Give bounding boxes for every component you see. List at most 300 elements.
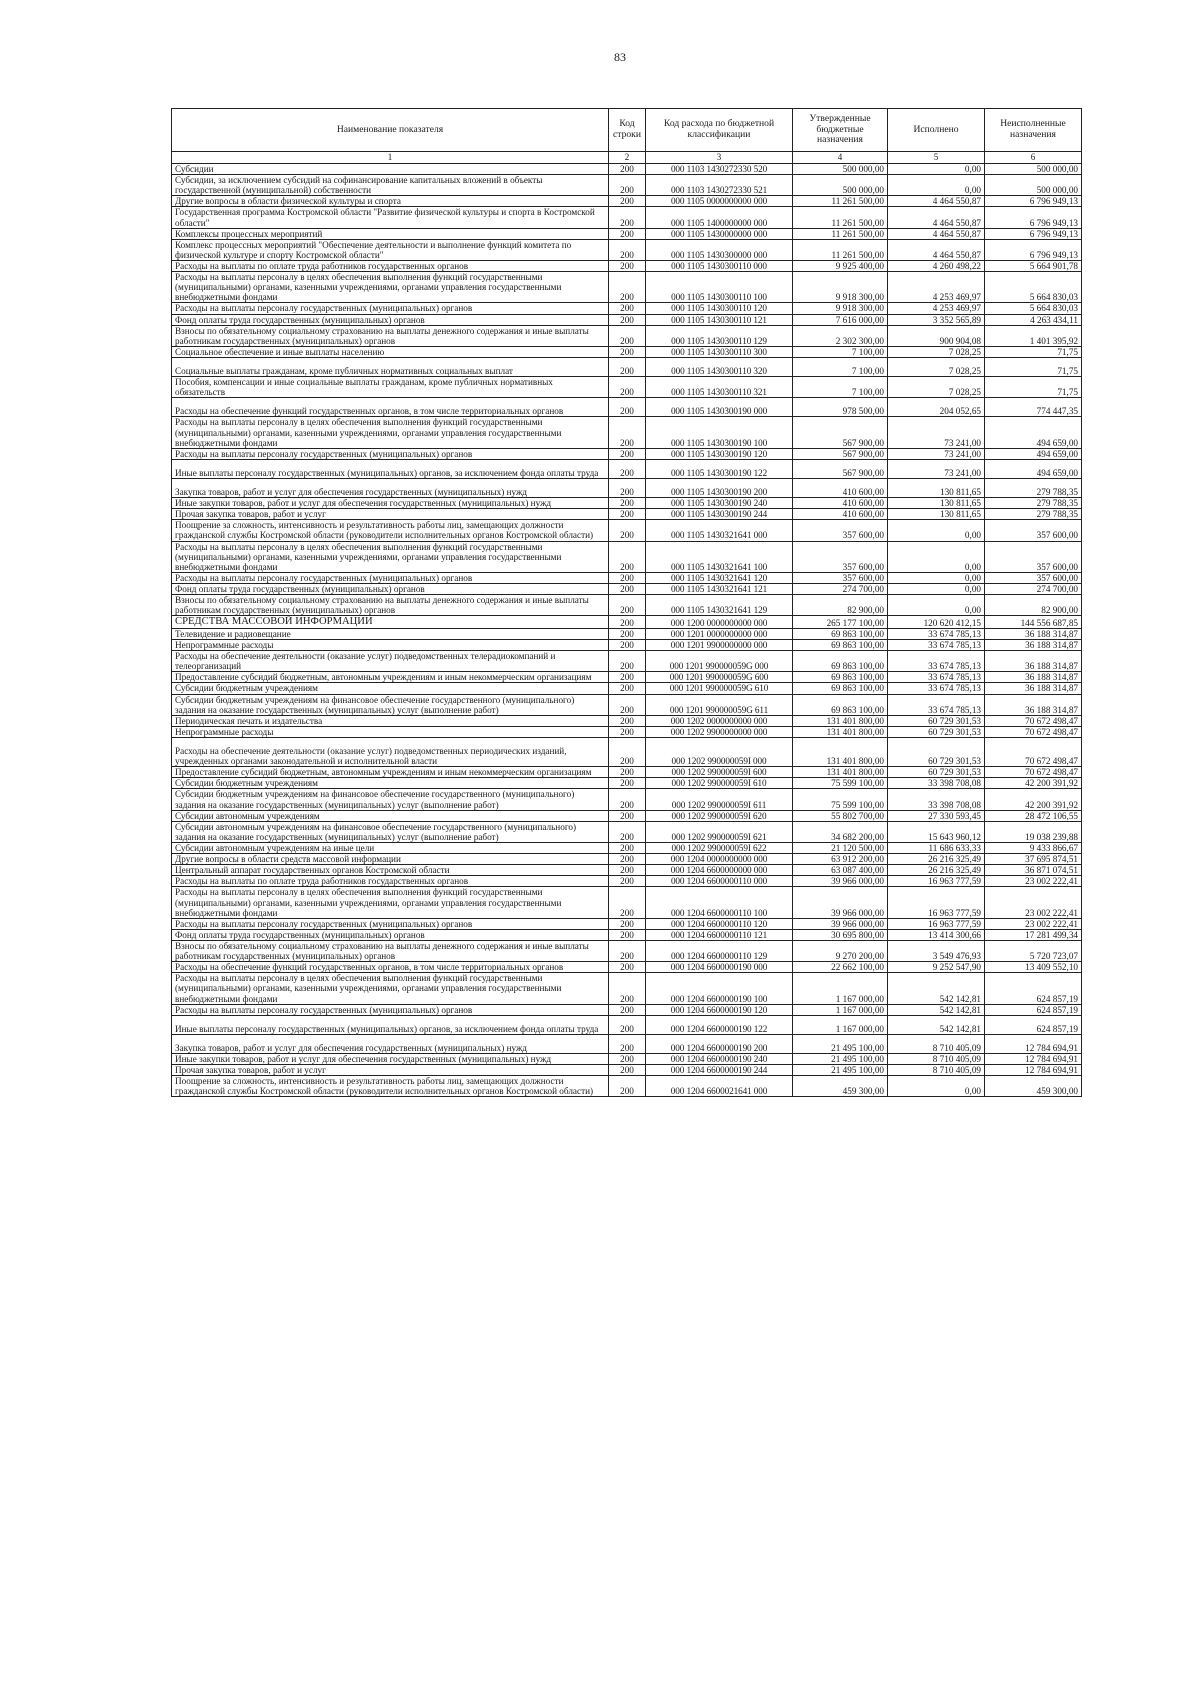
table-row (172, 715, 1082, 726)
table-row (172, 1015, 1082, 1034)
row-line-code: 200 (609, 346, 646, 357)
row-kbk-code: 000 1201 990000059G 000 (646, 651, 793, 672)
row-executed-amount: 33 674 785,13 (888, 628, 985, 639)
row-line-code: 200 (609, 973, 646, 1004)
row-unexecuted-amount: 23 002 222,41 (985, 918, 1082, 929)
row-line-code: 200 (609, 651, 646, 672)
row-unexecuted-amount: 12 784 694,91 (985, 1034, 1082, 1053)
row-approved-amount: 274 700,00 (793, 583, 888, 594)
row-unexecuted-amount: 36 188 314,87 (985, 683, 1082, 694)
row-unexecuted-amount: 70 672 498,47 (985, 767, 1082, 778)
table-row (172, 239, 1082, 260)
row-approved-amount: 82 900,00 (793, 595, 888, 616)
row-unexecuted-amount: 36 188 314,87 (985, 640, 1082, 651)
row-kbk-code: 000 1105 1430321641 100 (646, 541, 793, 572)
row-line-code: 200 (609, 207, 646, 228)
row-kbk-code: 000 1204 6600000190 000 (646, 962, 793, 973)
row-unexecuted-amount: 1 401 395,92 (985, 325, 1082, 346)
row-name: Комплекс процессных мероприятий "Обеспечение деятельности и выполнение функций комитета по физической культуре и спорту Костромской области" (172, 239, 609, 260)
row-approved-amount: 9 925 400,00 (793, 260, 888, 271)
column-number: 5 (888, 152, 985, 164)
row-kbk-code: 000 1204 6600021641 000 (646, 1076, 793, 1097)
row-approved-amount: 131 401 800,00 (793, 726, 888, 737)
row-kbk-code: 000 1105 1430300190 200 (646, 478, 793, 497)
column-number: 6 (985, 152, 1082, 164)
table-row (172, 694, 1082, 715)
row-executed-amount: 16 963 777,59 (888, 887, 985, 918)
row-line-code: 200 (609, 683, 646, 694)
row-line-code: 200 (609, 738, 646, 767)
row-name: Расходы на выплаты по оплате труда работников государственных органов (172, 260, 609, 271)
row-line-code: 200 (609, 583, 646, 594)
row-unexecuted-amount: 274 700,00 (985, 583, 1082, 594)
row-approved-amount: 410 600,00 (793, 498, 888, 509)
row-executed-amount: 3 352 565,89 (888, 314, 985, 325)
row-kbk-code: 000 1204 6600000110 100 (646, 887, 793, 918)
row-unexecuted-amount: 494 659,00 (985, 448, 1082, 459)
row-name: Расходы на обеспечение функций государственных органов, в том числе территориальных органов (172, 398, 609, 417)
table-row (172, 417, 1082, 448)
row-name: Фонд оплаты труда государственных (муниципальных) органов (172, 314, 609, 325)
row-kbk-code: 000 1105 1430300110 320 (646, 357, 793, 376)
table-row (172, 398, 1082, 417)
row-unexecuted-amount: 279 788,35 (985, 498, 1082, 509)
row-kbk-code: 000 1105 1430300110 300 (646, 346, 793, 357)
row-name: Другие вопросы в области средств массовой информации (172, 854, 609, 865)
row-executed-amount: 542 142,81 (888, 1015, 985, 1034)
row-kbk-code: 000 1204 0000000000 000 (646, 854, 793, 865)
row-name: Расходы на выплаты персоналу в целях обеспечения выполнения функций государственными (муниципальными) органами, казенными учреждениями, органами управления государственными внебюджетными фондами (172, 541, 609, 572)
row-approved-amount: 131 401 800,00 (793, 767, 888, 778)
row-kbk-code: 000 1105 1430300110 120 (646, 303, 793, 314)
table-row (172, 509, 1082, 520)
row-unexecuted-amount: 494 659,00 (985, 417, 1082, 448)
row-approved-amount: 1 167 000,00 (793, 973, 888, 1004)
row-unexecuted-amount: 36 871 074,51 (985, 865, 1082, 876)
row-line-code: 200 (609, 929, 646, 940)
row-line-code: 200 (609, 314, 646, 325)
table-row (172, 541, 1082, 572)
table-row (172, 778, 1082, 789)
row-line-code: 200 (609, 478, 646, 497)
row-unexecuted-amount: 5 664 830,03 (985, 272, 1082, 303)
row-executed-amount: 3 549 476,93 (888, 940, 985, 961)
row-kbk-code: 000 1103 1430272330 520 (646, 164, 793, 175)
row-unexecuted-amount: 624 857,19 (985, 973, 1082, 1004)
row-unexecuted-amount: 70 672 498,47 (985, 726, 1082, 737)
row-approved-amount: 69 863 100,00 (793, 672, 888, 683)
row-unexecuted-amount: 357 600,00 (985, 572, 1082, 583)
row-kbk-code: 000 1204 6600000190 240 (646, 1053, 793, 1064)
row-unexecuted-amount: 624 857,19 (985, 1004, 1082, 1015)
row-kbk-code: 000 1202 990000059I 610 (646, 778, 793, 789)
row-executed-amount: 60 729 301,53 (888, 726, 985, 737)
row-kbk-code: 000 1105 1430000000 000 (646, 228, 793, 239)
row-line-code: 200 (609, 628, 646, 639)
table-row (172, 595, 1082, 616)
table-row (172, 1076, 1082, 1097)
row-kbk-code: 000 1105 1430300110 100 (646, 272, 793, 303)
row-line-code: 200 (609, 694, 646, 715)
row-kbk-code: 000 1105 0000000000 000 (646, 196, 793, 207)
row-line-code: 200 (609, 509, 646, 520)
row-approved-amount: 30 695 800,00 (793, 929, 888, 940)
row-approved-amount: 63 087 400,00 (793, 865, 888, 876)
table-row (172, 498, 1082, 509)
row-name: Прочая закупка товаров, работ и услуг (172, 509, 609, 520)
row-line-code: 200 (609, 876, 646, 887)
row-executed-amount: 900 904,08 (888, 325, 985, 346)
row-line-code: 200 (609, 715, 646, 726)
row-executed-amount: 4 464 550,87 (888, 196, 985, 207)
row-name: Взносы по обязательному социальному страхованию на выплаты денежного содержания и иные выплаты работникам государственных (муниципальных) органов (172, 595, 609, 616)
row-line-code: 200 (609, 498, 646, 509)
row-name: Субсидии (172, 164, 609, 175)
row-approved-amount: 39 966 000,00 (793, 876, 888, 887)
page-number: 83 (614, 50, 626, 64)
row-unexecuted-amount: 500 000,00 (985, 164, 1082, 175)
row-approved-amount: 75 599 100,00 (793, 778, 888, 789)
row-name: Субсидии бюджетным учреждениям на финансовое обеспечение государственного (муниципального) задания на оказание государственных (муниципальных) услуг (выполнение работ) (172, 694, 609, 715)
row-unexecuted-amount: 23 002 222,41 (985, 876, 1082, 887)
row-line-code: 200 (609, 377, 646, 398)
row-line-code: 200 (609, 303, 646, 314)
row-kbk-code: 000 1105 1430300110 129 (646, 325, 793, 346)
row-unexecuted-amount: 279 788,35 (985, 478, 1082, 497)
row-kbk-code: 000 1202 9900000000 000 (646, 726, 793, 737)
row-approved-amount: 69 863 100,00 (793, 640, 888, 651)
row-name: Расходы на выплаты персоналу государственных (муниципальных) органов (172, 448, 609, 459)
row-unexecuted-amount: 71,75 (985, 357, 1082, 376)
column-number: 3 (646, 152, 793, 164)
row-name: Расходы на выплаты персоналу в целях обеспечения выполнения функций государственными (муниципальными) органами, казенными учреждениями, органами управления государственными внебюджетными фондами (172, 272, 609, 303)
row-executed-amount: 4 464 550,87 (888, 207, 985, 228)
row-name: Поощрение за сложность, интенсивность и результативность работы лиц, замещающих должности гражданской службы Костромской области (руководители исполнительных органов Костромской области) (172, 520, 609, 541)
row-executed-amount: 130 811,65 (888, 509, 985, 520)
row-unexecuted-amount: 36 188 314,87 (985, 694, 1082, 715)
header-kbk: Код расхода по бюджетной классификации (646, 109, 793, 152)
row-executed-amount: 4 464 550,87 (888, 239, 985, 260)
table-row (172, 260, 1082, 271)
row-line-code: 200 (609, 417, 646, 448)
row-unexecuted-amount: 5 664 830,03 (985, 303, 1082, 314)
row-name: Расходы на выплаты персоналу государственных (муниципальных) органов (172, 1004, 609, 1015)
row-line-code: 200 (609, 175, 646, 196)
row-executed-amount: 0,00 (888, 583, 985, 594)
row-unexecuted-amount: 6 796 949,13 (985, 228, 1082, 239)
row-name: Субсидии автономным учреждениям (172, 810, 609, 821)
row-approved-amount: 459 300,00 (793, 1076, 888, 1097)
table-row (172, 628, 1082, 639)
row-unexecuted-amount: 5 664 901,78 (985, 260, 1082, 271)
table-row (172, 767, 1082, 778)
row-executed-amount: 204 052,65 (888, 398, 985, 417)
row-approved-amount: 69 863 100,00 (793, 628, 888, 639)
header-line-code: Код строки (609, 109, 646, 152)
row-name: Непрограммные расходы (172, 726, 609, 737)
row-line-code: 200 (609, 672, 646, 683)
table-row (172, 572, 1082, 583)
table-row (172, 520, 1082, 541)
table-header-row (172, 109, 1082, 152)
row-line-code: 200 (609, 1015, 646, 1034)
row-kbk-code: 000 1202 990000059I 622 (646, 842, 793, 853)
row-line-code: 200 (609, 325, 646, 346)
row-executed-amount: 15 643 960,12 (888, 821, 985, 842)
row-approved-amount: 7 616 000,00 (793, 314, 888, 325)
row-approved-amount: 357 600,00 (793, 541, 888, 572)
row-approved-amount: 63 912 200,00 (793, 854, 888, 865)
row-kbk-code: 000 1105 1430321641 120 (646, 572, 793, 583)
row-line-code: 200 (609, 459, 646, 478)
row-approved-amount: 567 900,00 (793, 448, 888, 459)
table-row (172, 459, 1082, 478)
row-executed-amount: 7 028,25 (888, 377, 985, 398)
row-line-code: 200 (609, 228, 646, 239)
row-name: Расходы на выплаты персоналу государственных (муниципальных) органов (172, 918, 609, 929)
row-name: Непрограммные расходы (172, 640, 609, 651)
row-kbk-code: 000 1105 1430300190 244 (646, 509, 793, 520)
row-kbk-code: 000 1105 1430300190 120 (646, 448, 793, 459)
row-unexecuted-amount: 494 659,00 (985, 459, 1082, 478)
row-kbk-code: 000 1202 990000059I 600 (646, 767, 793, 778)
row-kbk-code: 000 1105 1430300110 000 (646, 260, 793, 271)
table-row (172, 651, 1082, 672)
row-kbk-code: 000 1204 6600000110 129 (646, 940, 793, 961)
row-kbk-code: 000 1204 6600000190 122 (646, 1015, 793, 1034)
row-line-code: 200 (609, 1076, 646, 1097)
row-line-code: 200 (609, 767, 646, 778)
row-approved-amount: 410 600,00 (793, 478, 888, 497)
table-row (172, 583, 1082, 594)
table-row (172, 357, 1082, 376)
row-line-code: 200 (609, 887, 646, 918)
row-approved-amount: 9 270 200,00 (793, 940, 888, 961)
row-executed-amount: 33 674 785,13 (888, 640, 985, 651)
row-unexecuted-amount: 36 188 314,87 (985, 672, 1082, 683)
row-line-code: 200 (609, 357, 646, 376)
row-name: Предоставление субсидий бюджетным, автономным учреждениям и иным некоммерческим организациям (172, 767, 609, 778)
row-name: Иные выплаты персоналу государственных (муниципальных) органов, за исключением фонда оплаты труда (172, 459, 609, 478)
row-line-code: 200 (609, 398, 646, 417)
row-kbk-code: 000 1204 6600000110 000 (646, 876, 793, 887)
row-kbk-code: 000 1204 6600000190 200 (646, 1034, 793, 1053)
row-executed-amount: 4 464 550,87 (888, 228, 985, 239)
column-number: 2 (609, 152, 646, 164)
row-approved-amount: 357 600,00 (793, 520, 888, 541)
row-executed-amount: 33 674 785,13 (888, 683, 985, 694)
row-approved-amount: 410 600,00 (793, 509, 888, 520)
row-approved-amount: 1 167 000,00 (793, 1004, 888, 1015)
row-name: Взносы по обязательному социальному страхованию на выплаты денежного содержания и иные выплаты работникам государственных (муниципальных) органов (172, 325, 609, 346)
row-approved-amount: 34 682 200,00 (793, 821, 888, 842)
row-name: Субсидии бюджетным учреждениям (172, 683, 609, 694)
row-approved-amount: 9 918 300,00 (793, 303, 888, 314)
row-executed-amount: 542 142,81 (888, 973, 985, 1004)
row-line-code: 200 (609, 1053, 646, 1064)
row-name: СРЕДСТВА МАССОВОЙ ИНФОРМАЦИИ (172, 616, 609, 629)
row-name: Иные выплаты персоналу государственных (муниципальных) органов, за исключением фонда оплаты труда (172, 1015, 609, 1034)
row-name: Комплексы процессных мероприятий (172, 228, 609, 239)
table-row (172, 1053, 1082, 1064)
row-kbk-code: 000 1204 6600000190 244 (646, 1065, 793, 1076)
row-executed-amount: 8 710 405,09 (888, 1053, 985, 1064)
row-approved-amount: 69 863 100,00 (793, 694, 888, 715)
row-name: Иные закупки товаров, работ и услуг для обеспечения государственных (муниципальных) нужд (172, 1053, 609, 1064)
row-name: Расходы на обеспечение деятельности (оказание услуг) подведомственных периодических изданий, учрежденных органами законодательной и исполнительной власти (172, 738, 609, 767)
row-unexecuted-amount: 82 900,00 (985, 595, 1082, 616)
row-executed-amount: 9 252 547,90 (888, 962, 985, 973)
row-kbk-code: 000 1204 6600000190 100 (646, 973, 793, 1004)
row-unexecuted-amount: 13 409 552,10 (985, 962, 1082, 973)
row-executed-amount: 60 729 301,53 (888, 767, 985, 778)
row-kbk-code: 000 1204 6600000110 121 (646, 929, 793, 940)
row-executed-amount: 73 241,00 (888, 417, 985, 448)
row-executed-amount: 0,00 (888, 541, 985, 572)
row-executed-amount: 26 216 325,49 (888, 865, 985, 876)
row-name: Иные закупки товаров, работ и услуг для обеспечения государственных (муниципальных) нужд (172, 498, 609, 509)
row-executed-amount: 60 729 301,53 (888, 715, 985, 726)
row-kbk-code: 000 1202 990000059I 621 (646, 821, 793, 842)
row-executed-amount: 8 710 405,09 (888, 1034, 985, 1053)
row-line-code: 200 (609, 962, 646, 973)
row-line-code: 200 (609, 448, 646, 459)
row-line-code: 200 (609, 595, 646, 616)
row-approved-amount: 55 802 700,00 (793, 810, 888, 821)
row-kbk-code: 000 1105 1430300190 100 (646, 417, 793, 448)
row-unexecuted-amount: 144 556 687,85 (985, 616, 1082, 629)
row-executed-amount: 26 216 325,49 (888, 854, 985, 865)
row-name: Прочая закупка товаров, работ и услуг (172, 1065, 609, 1076)
row-executed-amount: 27 330 593,45 (888, 810, 985, 821)
row-executed-amount: 0,00 (888, 1076, 985, 1097)
row-approved-amount: 39 966 000,00 (793, 918, 888, 929)
row-kbk-code: 000 1200 0000000000 000 (646, 616, 793, 629)
row-line-code: 200 (609, 260, 646, 271)
row-approved-amount: 21 495 100,00 (793, 1034, 888, 1053)
row-kbk-code: 000 1105 1430300190 240 (646, 498, 793, 509)
row-approved-amount: 11 261 500,00 (793, 228, 888, 239)
row-executed-amount: 11 686 633,33 (888, 842, 985, 853)
row-kbk-code: 000 1105 1430300000 000 (646, 239, 793, 260)
row-line-code: 200 (609, 541, 646, 572)
row-kbk-code: 000 1202 990000059I 000 (646, 738, 793, 767)
table-row (172, 346, 1082, 357)
row-unexecuted-amount: 36 188 314,87 (985, 628, 1082, 639)
header-name: Наименование показателя (172, 109, 609, 152)
row-name: Социальное обеспечение и иные выплаты населению (172, 346, 609, 357)
table-row (172, 865, 1082, 876)
row-unexecuted-amount: 5 720 723,07 (985, 940, 1082, 961)
row-unexecuted-amount: 42 200 391,92 (985, 778, 1082, 789)
row-line-code: 200 (609, 778, 646, 789)
row-name: Расходы на выплаты персоналу государственных (муниципальных) органов (172, 572, 609, 583)
row-executed-amount: 130 811,65 (888, 478, 985, 497)
row-kbk-code: 000 1105 1400000000 000 (646, 207, 793, 228)
row-approved-amount: 1 167 000,00 (793, 1015, 888, 1034)
table-row (172, 854, 1082, 865)
row-name: Социальные выплаты гражданам, кроме публичных нормативных социальных выплат (172, 357, 609, 376)
row-approved-amount: 11 261 500,00 (793, 196, 888, 207)
table-row (172, 887, 1082, 918)
row-unexecuted-amount: 774 447,35 (985, 398, 1082, 417)
row-line-code: 200 (609, 1004, 646, 1015)
row-kbk-code: 000 1201 990000059G 610 (646, 683, 793, 694)
row-name: Расходы на выплаты персоналу в целях обеспечения выполнения функций государственными (муниципальными) органами, казенными учреждениями, органами управления государственными внебюджетными фондами (172, 417, 609, 448)
table-row (172, 929, 1082, 940)
row-approved-amount: 567 900,00 (793, 459, 888, 478)
row-line-code: 200 (609, 810, 646, 821)
row-executed-amount: 4 260 498,22 (888, 260, 985, 271)
row-approved-amount: 21 495 100,00 (793, 1053, 888, 1064)
table-row (172, 789, 1082, 810)
row-line-code: 200 (609, 196, 646, 207)
row-executed-amount: 60 729 301,53 (888, 738, 985, 767)
row-executed-amount: 0,00 (888, 164, 985, 175)
row-approved-amount: 39 966 000,00 (793, 887, 888, 918)
row-unexecuted-amount: 459 300,00 (985, 1076, 1082, 1097)
table-row (172, 175, 1082, 196)
row-unexecuted-amount: 71,75 (985, 346, 1082, 357)
row-unexecuted-amount: 70 672 498,47 (985, 715, 1082, 726)
row-unexecuted-amount: 500 000,00 (985, 175, 1082, 196)
row-executed-amount: 33 398 708,08 (888, 778, 985, 789)
table-row (172, 1004, 1082, 1015)
row-unexecuted-amount: 357 600,00 (985, 541, 1082, 572)
row-kbk-code: 000 1103 1430272330 521 (646, 175, 793, 196)
row-name: Предоставление субсидий бюджетным, автономным учреждениям и иным некоммерческим организациям (172, 672, 609, 683)
row-unexecuted-amount: 23 002 222,41 (985, 887, 1082, 918)
row-unexecuted-amount: 6 796 949,13 (985, 207, 1082, 228)
row-name: Закупка товаров, работ и услуг для обеспечения государственных (муниципальных) нужд (172, 478, 609, 497)
row-kbk-code: 000 1105 1430321641 000 (646, 520, 793, 541)
row-line-code: 200 (609, 821, 646, 842)
row-name: Расходы на выплаты персоналу государственных (муниципальных) органов (172, 303, 609, 314)
row-unexecuted-amount: 6 796 949,13 (985, 239, 1082, 260)
row-executed-amount: 73 241,00 (888, 459, 985, 478)
table-row (172, 962, 1082, 973)
row-executed-amount: 13 414 300,66 (888, 929, 985, 940)
row-executed-amount: 120 620 412,15 (888, 616, 985, 629)
row-unexecuted-amount: 36 188 314,87 (985, 651, 1082, 672)
row-unexecuted-amount: 357 600,00 (985, 520, 1082, 541)
table-row (172, 821, 1082, 842)
row-executed-amount: 542 142,81 (888, 1004, 985, 1015)
column-number: 1 (172, 152, 609, 164)
row-approved-amount: 500 000,00 (793, 164, 888, 175)
row-name: Субсидии, за исключением субсидий на софинансирование капитальных вложений в объекты государственной (муниципальной) собственности (172, 175, 609, 196)
row-kbk-code: 000 1201 990000059G 600 (646, 672, 793, 683)
table-row (172, 1034, 1082, 1053)
table-row (172, 196, 1082, 207)
row-executed-amount: 4 253 469,97 (888, 303, 985, 314)
table-row (172, 1065, 1082, 1076)
row-executed-amount: 33 674 785,13 (888, 672, 985, 683)
table-row (172, 164, 1082, 175)
row-line-code: 200 (609, 272, 646, 303)
row-name: Взносы по обязательному социальному страхованию на выплаты денежного содержания и иные выплаты работникам государственных (муниципальных) органов (172, 940, 609, 961)
row-executed-amount: 8 710 405,09 (888, 1065, 985, 1076)
row-executed-amount: 33 674 785,13 (888, 694, 985, 715)
row-approved-amount: 75 599 100,00 (793, 789, 888, 810)
table-row (172, 314, 1082, 325)
row-kbk-code: 000 1201 9900000000 000 (646, 640, 793, 651)
row-approved-amount: 7 100,00 (793, 377, 888, 398)
row-executed-amount: 16 963 777,59 (888, 876, 985, 887)
row-approved-amount: 357 600,00 (793, 572, 888, 583)
row-name: Расходы на обеспечение функций государственных органов, в том числе территориальных органов (172, 962, 609, 973)
table-row (172, 478, 1082, 497)
